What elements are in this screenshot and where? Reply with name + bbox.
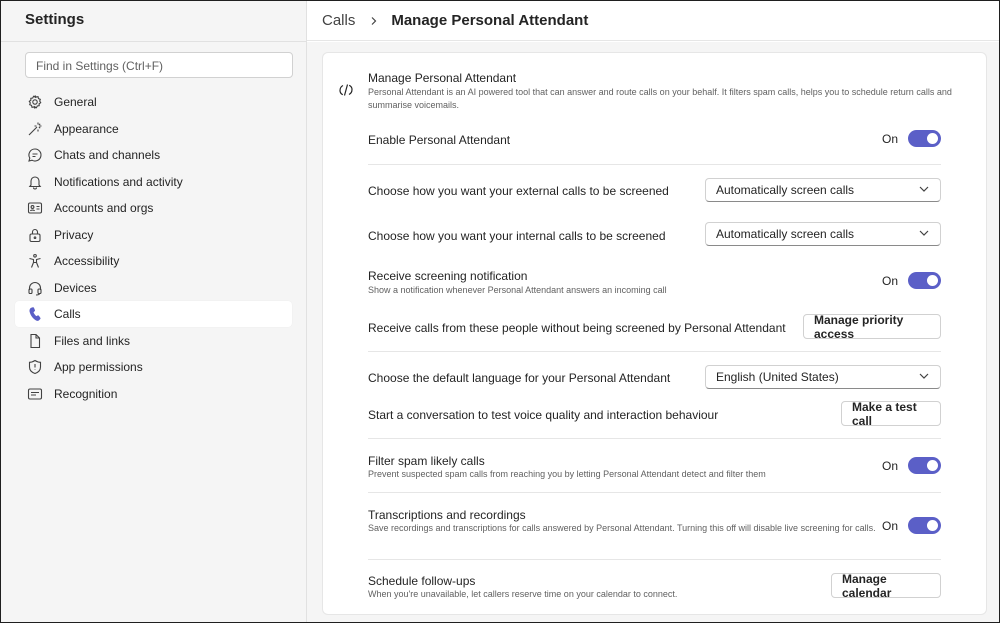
lock-icon (27, 227, 43, 243)
sidebar-item-chats-and-channels[interactable] (15, 142, 292, 168)
wand-icon (27, 121, 43, 137)
test-call-label: Start a conversation to test voice quality and interaction behaviour (368, 408, 719, 422)
chevron-right-icon (369, 16, 379, 26)
followups-description: When you're unavailable, let callers reserve time on your calendar to connect. (368, 589, 678, 599)
toggle-state-label: On (881, 273, 898, 288)
transcriptions-title: Transcriptions and recordings (368, 508, 526, 522)
settings-sidebar (1, 1, 307, 622)
sidebar-item-label: Privacy (54, 227, 94, 242)
sidebar-item-files-and-links[interactable] (15, 328, 292, 354)
followups-title: Schedule follow-ups (368, 574, 476, 588)
phone-icon (27, 306, 43, 322)
copilot-icon (338, 82, 354, 98)
toggle-knob (927, 460, 938, 471)
toggle-switch[interactable] (908, 517, 941, 534)
personal-attendant-card (322, 52, 987, 615)
divider (368, 438, 941, 439)
page-header (307, 1, 999, 41)
transcriptions-description: Save recordings and transcriptions for calls answered by Personal Attendant. Turning this off will disable live screening for calls. (368, 523, 876, 533)
language-dropdown[interactable] (705, 365, 941, 389)
transcriptions-toggle[interactable] (882, 517, 941, 534)
divider (368, 351, 941, 352)
sidebar-item-label: Accessibility (54, 254, 120, 268)
manage-calendar-button[interactable]: Manage calendar (831, 573, 941, 598)
section-description: Personal Attendant is an AI powered tool that can answer and route calls on your behalf. It filters spam calls, helps you to schedule return calls and summarise voicemails. (368, 87, 952, 110)
dropdown-value: Automatically screen calls (716, 183, 855, 197)
sidebar-item-label: Chats and channels (54, 148, 161, 162)
sidebar-item-label: Recognition (54, 386, 118, 401)
notification-title: Receive screening notification (368, 269, 528, 283)
shield-icon (27, 359, 43, 375)
sidebar-item-label: Accounts and orgs (54, 201, 154, 215)
sidebar-item-label: Devices (54, 280, 97, 295)
toggle-state-label: On (881, 458, 898, 473)
settings-search-input[interactable]: Find in Settings (Ctrl+F) (25, 52, 293, 78)
sidebar-item-notifications[interactable] (15, 169, 292, 195)
chevron-down-icon (918, 227, 930, 242)
chevron-down-icon (918, 183, 930, 198)
bell-icon (27, 174, 43, 190)
spam-filter-description: Prevent suspected spam calls from reaching you by letting Personal Attendant detect and filter them (368, 469, 766, 479)
dropdown-value: English (United States) (716, 370, 839, 384)
toggle-switch[interactable] (908, 272, 941, 289)
toggle-knob (927, 520, 938, 531)
headset-icon (27, 280, 43, 296)
sidebar-item-accounts[interactable] (15, 195, 292, 221)
sidebar-item-calls[interactable] (15, 301, 292, 327)
divider (368, 492, 941, 493)
toggle-knob (927, 275, 938, 286)
language-label: Choose the default language for your Personal Attendant (368, 371, 671, 385)
chevron-down-icon (918, 370, 930, 385)
document-icon (27, 333, 43, 349)
sidebar-item-label: Calls (54, 307, 81, 321)
sidebar-item-label: Appearance (54, 121, 119, 136)
contact-card-icon (27, 200, 43, 216)
sidebar-item-general[interactable] (15, 89, 292, 115)
notification-toggle[interactable] (882, 272, 941, 289)
internal-calls-dropdown[interactable] (705, 222, 941, 246)
section-title: Manage Personal Attendant (368, 71, 517, 85)
toggle-state-label: On (881, 518, 898, 533)
breadcrumb-root[interactable]: Calls (322, 12, 356, 29)
external-calls-label: Choose how you want your external calls to be screened (368, 184, 669, 198)
sidebar-item-label: Notifications and activity (54, 174, 183, 189)
sidebar-item-devices[interactable] (15, 275, 292, 301)
priority-access-label: Receive calls from these people without being screened by Personal Attendant (368, 321, 786, 335)
manage-priority-access-button[interactable]: Manage priority access (803, 314, 941, 339)
notification-description: Show a notification whenever Personal Attendant answers an incoming call (368, 285, 667, 295)
accessibility-icon (27, 253, 43, 269)
enable-label: Enable Personal Attendant (368, 133, 511, 147)
sidebar-divider (1, 41, 307, 42)
divider (368, 164, 941, 165)
spam-filter-toggle[interactable] (882, 457, 941, 474)
recognition-icon (27, 386, 43, 402)
sidebar-item-label: Files and links (54, 333, 131, 348)
external-calls-dropdown[interactable] (705, 178, 941, 202)
sidebar-item-appearance[interactable] (15, 116, 292, 142)
sidebar-item-app-permissions[interactable] (15, 354, 292, 380)
toggle-knob (927, 133, 938, 144)
sidebar-item-label: App permissions (54, 360, 143, 374)
sidebar-title: Settings (25, 11, 85, 28)
toggle-switch[interactable] (908, 457, 941, 474)
make-test-call-button[interactable]: Make a test call (841, 401, 941, 426)
toggle-state-label: On (881, 131, 898, 146)
dropdown-value: Automatically screen calls (716, 227, 855, 241)
enable-toggle[interactable] (882, 130, 941, 147)
page-title: Manage Personal Attendant (391, 12, 589, 29)
gear-icon (27, 94, 43, 110)
chat-icon (27, 147, 43, 163)
spam-filter-title: Filter spam likely calls (368, 454, 485, 468)
divider (368, 559, 941, 560)
sidebar-item-recognition[interactable] (15, 381, 292, 407)
toggle-switch[interactable] (908, 130, 941, 147)
sidebar-item-label: General (54, 95, 97, 109)
sidebar-item-privacy[interactable] (15, 222, 292, 248)
sidebar-item-accessibility[interactable] (15, 248, 292, 274)
internal-calls-label: Choose how you want your internal calls to be screened (368, 229, 666, 243)
settings-nav (15, 89, 292, 407)
